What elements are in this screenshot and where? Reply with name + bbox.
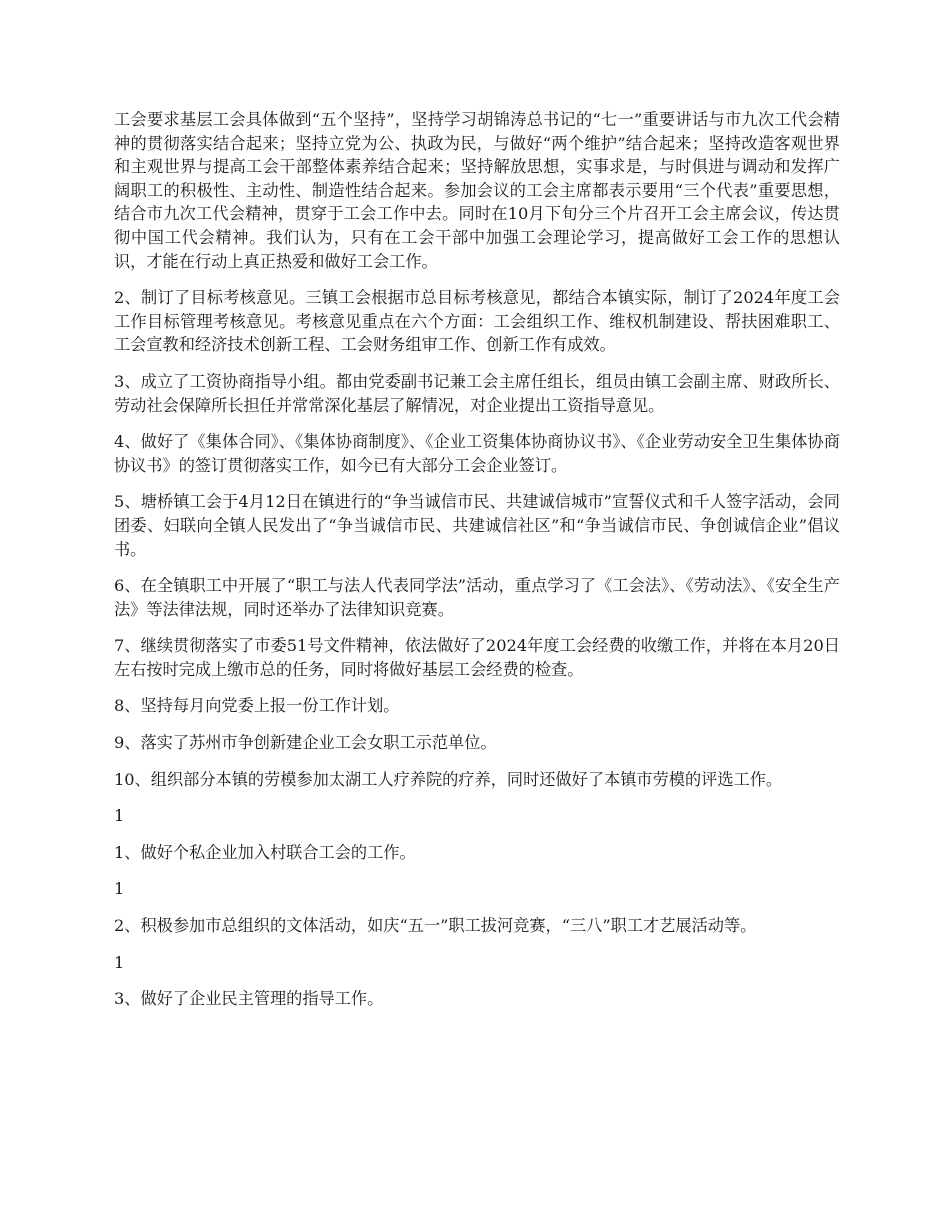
- document-body: [114, 108, 840, 1024]
- paragraph-item-10: 10、组织部分本镇的劳模参加太湖工人疗养院的疗养，同时还做好了本镇市劳模的评选工作。: [114, 769, 783, 789]
- section-number: 1: [114, 952, 125, 972]
- paragraph-item-2: 2、制订了目标考核意见。三镇工会根据市总目标考核意见，都结合本镇实际，制订了2024年度工会工作目标管理考核意见。考核意见重点在六个方面：工会组织工作、维权机制建设、帮扶困难职工、工会宣教和经济技术创新工程、工会财务组审工作、创新工作有成效。: [114, 288, 840, 355]
- section-number: 1: [114, 806, 125, 826]
- paragraph-sub-2: 2、积极参加市总组织的文体活动，如庆“五一”职工拔河竞赛，“三八”职工才艺展活动等。: [114, 916, 757, 936]
- paragraph-item-5: 5、塘桥镇工会于4月12日在镇进行的“争当诚信市民、共建诚信城市”宣誓仪式和千人签字活动，会同团委、妇联向全镇人民发出了“争当诚信市民、共建诚信社区”和“争当诚信市民、争创诚信企业”倡议书。: [114, 492, 840, 559]
- paragraph-item-6: 6、在全镇职工中开展了“职工与法人代表同学法”活动，重点学习了《工会法》、《劳动法》、《安全生产法》等法律法规，同时还举办了法律知识竞赛。: [114, 576, 840, 619]
- paragraph-item-7: 7、继续贯彻落实了市委51号文件精神，依法做好了2024年度工会经费的收缴工作，并将在本月20日左右按时完成上缴市总的任务，同时将做好基层工会经费的检查。: [114, 636, 840, 679]
- paragraph-item-8: 8、坚持每月向党委上报一份工作计划。: [114, 696, 400, 716]
- paragraph-sub-3: 3、做好了企业民主管理的指导工作。: [114, 989, 384, 1009]
- section-number: 1: [114, 879, 125, 899]
- paragraph-intro: 工会要求基层工会具体做到“五个坚持”，坚持学习胡锦涛总书记的“七一”重要讲话与市九次工代会精神的贯彻落实结合起来；坚持立党为公、执政为民，与做好“两个维护”结合起来；坚持改造客观世界和主观世界与提高工会干部整体素养结合起来；坚持解放思想，实事求是，与时俱进与调动和发挥广阔职工的积极性、主动性、制造性结合起来。参加会议的工会主席都表示要用“三个代表”重要思想，结合市九次工代会精神，贯穿于工会工作中去。同时在10月下旬分三个片召开工会主席会议，传达贯彻中国工代会精神。我们认为，只有在工会干部中加强工会理论学习，提高做好工会工作的思想认识，才能在行动上真正热爱和做好工会工作。: [114, 110, 840, 271]
- paragraph-sub-1: 1、做好个私企业加入村联合工会的工作。: [114, 842, 416, 862]
- paragraph-item-4: 4、做好了《集体合同》、《集体协商制度》、《企业工资集体协商协议书》、《企业劳动安全卫生集体协商协议书》的签订贯彻落实工作，如今已有大部分工会企业签订。: [114, 432, 840, 475]
- paragraph-item-3: 3、成立了工资协商指导小组。都由党委副书记兼工会主席任组长，组员由镇工会副主席、财政所长、劳动社会保障所长担任并常常深化基层了解情况，对企业提出工资指导意见。: [114, 371, 840, 415]
- paragraph-item-9: 9、落实了苏州市争创新建企业工会女职工示范单位。: [114, 733, 497, 753]
